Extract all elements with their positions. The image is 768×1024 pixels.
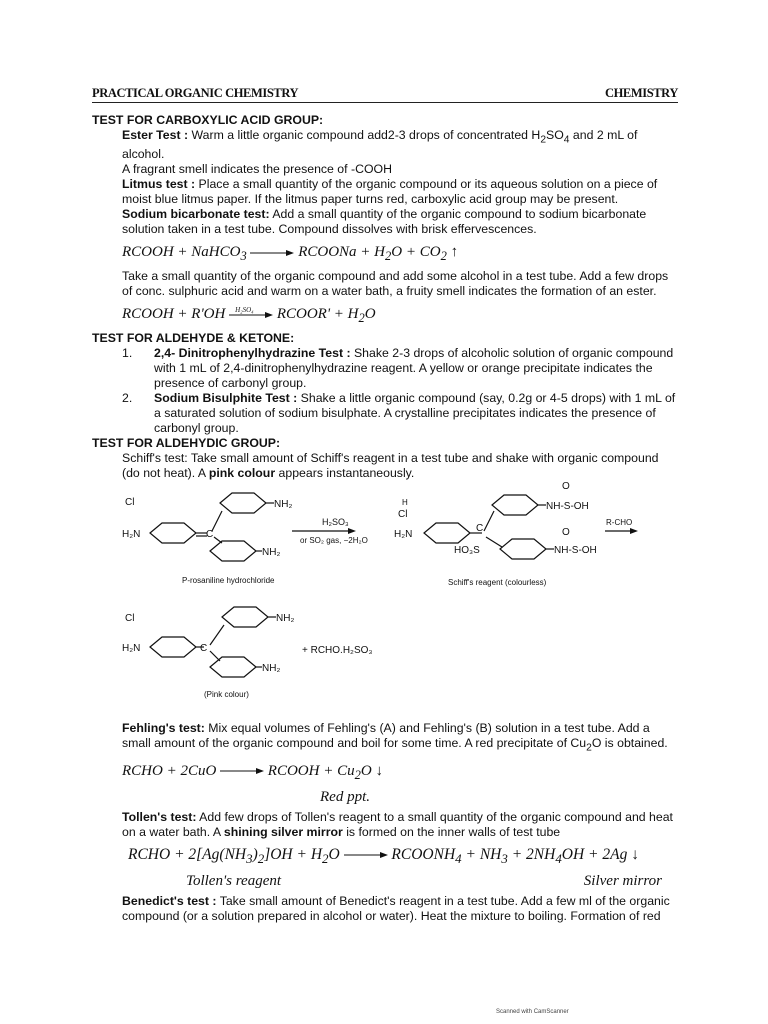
tollen-label: Tollen's test:	[122, 809, 197, 824]
ester-sub: 2	[540, 134, 547, 146]
reaction-arrow	[250, 248, 294, 258]
equation-bicarbonate	[122, 243, 678, 265]
rcho-label: R-CHO	[606, 518, 633, 528]
section-aldketone-title: TEST FOR ALDEHYDE & KETONE:	[92, 331, 295, 346]
bicarbonate-label: Sodium bicarbonate test:	[122, 207, 270, 222]
eq1-rhs-2: O + CO	[391, 244, 441, 261]
schiff-text: Schiff's test: Take small amount of Schiff's reagent in a test tube and shake with organic compound (do not heat). A	[122, 451, 659, 481]
nh2-label: NH₂	[276, 613, 295, 625]
hn-so-oh-top: NH-S-OH	[546, 501, 589, 513]
eq2-rhs-sub: 2	[358, 311, 365, 326]
litmus-test	[122, 177, 678, 207]
schiff-reaction-diagram	[92, 481, 678, 721]
ho3s-label: HO₃S	[454, 545, 480, 557]
so2-label: or SO₂ gas, −2H₂O	[300, 536, 368, 546]
tollen-eq-lhs-3: ]OH + H	[264, 845, 323, 863]
precipitate-down-arrow-icon: ↓	[631, 845, 639, 863]
item-number: 2.	[122, 391, 133, 406]
tollen-paragraph	[122, 810, 678, 840]
fehling-sub: 2	[586, 742, 592, 754]
nh2-label: NH₂	[262, 663, 281, 675]
c-label: C	[206, 529, 214, 541]
bicarbonate-text: Add a small quantity of the organic compound to sodium bicarbonate solution taken in a test tube. Compound dissolves with brisk effervescences.	[122, 207, 647, 237]
rosaniline-caption: P-rosaniline hydrochloride	[182, 576, 275, 586]
oxygen-label: O	[562, 527, 570, 539]
tollen-bold: shining silver mirror	[223, 824, 343, 839]
ester-paragraph: Take a small quantity of the organic compound and add some alcohol in a test tube. Add a few drops of conc. sulphuric acid and warm on a water bath, a fruity smell indicates the formation of an ester.	[122, 269, 669, 299]
reaction-arrow	[229, 306, 273, 320]
schiff-bold: pink colour	[208, 466, 276, 481]
nh2-label: NH₂	[262, 547, 281, 559]
oxygen-label: O	[562, 481, 570, 493]
equation-fehling	[122, 762, 678, 784]
header-left: PRACTICAL ORGANIC CHEMISTRY	[92, 86, 299, 100]
ester-so: SO	[546, 128, 564, 142]
item-text	[154, 346, 678, 391]
equation-esterification	[122, 305, 678, 327]
document-page	[92, 86, 678, 924]
tollen-eq-rhs: RCOONH	[391, 845, 456, 863]
arrow-head	[348, 528, 356, 534]
benedict-test	[92, 894, 678, 924]
fehling-eq-lhs: RCHO + 2CuO	[122, 762, 217, 779]
eq2-rhs-2: O	[364, 306, 376, 323]
h2n-label: H₂N	[394, 529, 413, 541]
h2n-label: H₂N	[122, 643, 141, 655]
eq2-lhs: RCOOH + R'OH	[122, 306, 226, 323]
precipitate-down-arrow-icon: ↓	[375, 762, 383, 779]
item-body: Shake 2-3 drops of alcoholic solution of organic compound with 1 mL of 2,4-dinitrophenylhydrazine reagent. A yellow or orange precipitate indicates the presence of carbonyl group.	[154, 346, 674, 391]
pink-caption: (Pink colour)	[204, 690, 249, 700]
schiff-caption: Schiff's reagent (colourless)	[448, 578, 547, 588]
tollen-sub: 2	[257, 851, 265, 866]
header-right: CHEMISTRY	[604, 86, 678, 100]
red-ppt-label: Red ppt.	[320, 788, 370, 805]
reaction-arrow	[220, 766, 264, 776]
tollen-text-2: is formed on the inner walls of test tube	[342, 824, 561, 839]
reaction-arrow	[344, 850, 388, 860]
tollen-reagent-label: Tollen's reagent	[186, 873, 282, 889]
arrow-head	[630, 528, 638, 534]
ester-label: Ester Test :	[122, 128, 189, 142]
cl-label: Cl	[398, 509, 408, 521]
tollen-sub: 3	[246, 851, 253, 866]
list-item	[122, 346, 678, 391]
ester-test	[122, 128, 678, 162]
tollen-sub: 2	[322, 851, 329, 866]
fehling-eq-rhs-2: O	[360, 762, 372, 779]
schiff-paragraph	[122, 451, 678, 481]
arrow-label: H₂SO₄	[235, 306, 254, 315]
tollen-sub: 4	[555, 851, 562, 866]
eq2-rhs: RCOOR' + H	[276, 306, 359, 323]
benedict-text: Take small amount of Benedict's reagent in a test tube. Add a few ml of the organic compound (or a solution prepared in alcohol or water). Heat the mixture to boiling. Formation of red	[122, 894, 670, 923]
cl-label: Cl	[125, 613, 135, 625]
eq1-lhs-sub: 3	[240, 249, 247, 264]
plus-rcho-label: + RCHO.H₂SO₃	[302, 645, 373, 657]
fehling-eq-sub: 2	[354, 767, 361, 782]
benedict-paragraph	[122, 894, 678, 924]
fehling-label: Fehling's test:	[122, 721, 205, 736]
list-item	[122, 391, 678, 436]
fehling-text: Mix equal volumes of Fehling's (A) and Fehling's (B) solution in a test tube. Add a small amount of the organic compound and boil for some time. A red precipitate of Cu	[122, 721, 650, 751]
bicarbonate-test	[122, 207, 678, 237]
ester-line-2: A fragrant smell indicates the presence of -COOH	[122, 162, 392, 177]
tollen-text: Add few drops of Tollen's reagent to a small quantity of the organic compound and heat on a water bath. A	[122, 809, 673, 839]
fehling-paragraph	[122, 721, 678, 755]
eq1-rhs-sub-2: 2	[440, 249, 447, 264]
silver-mirror-label: Silver mirror	[583, 873, 662, 889]
item-label: Sodium Bisulphite Test :	[154, 391, 298, 406]
aldketone-list	[92, 346, 678, 436]
item-text	[154, 391, 678, 436]
nh2-label: NH₂	[274, 499, 293, 511]
section-carboxylic-title: TEST FOR CARBOXYLIC ACID GROUP:	[92, 113, 324, 127]
fehling-test	[92, 721, 678, 755]
page-header	[92, 86, 678, 103]
fehling-text-2: O is obtained.	[591, 736, 668, 751]
h-label: H	[402, 498, 408, 508]
item-number: 1.	[122, 346, 133, 361]
tollen-sub: 3	[501, 851, 508, 866]
hn-so-oh-bottom: NH-S-OH	[554, 545, 597, 557]
tollen-sub: 4	[455, 851, 462, 866]
ester-formation-para	[92, 269, 678, 299]
equation-tollen	[128, 846, 678, 868]
c-label: C	[476, 523, 484, 535]
tollen-eq-lhs-2: )	[252, 845, 258, 863]
benedict-label: Benedict's test :	[122, 894, 217, 908]
eq1-rhs: RCOONa + H	[298, 244, 386, 261]
tollen-eq-lhs-4: O	[328, 845, 340, 863]
litmus-text: Place a small quantity of the organic compound or its aqueous solution on a piece of moist blue litmus paper. If the litmus paper turns red, carboxylic acid group may be present.	[122, 177, 658, 207]
schiff-text-2: appears instantaneously.	[275, 466, 415, 481]
eq1-rhs-sub: 2	[385, 249, 392, 264]
litmus-label: Litmus test :	[122, 177, 196, 192]
tollen-eq-rhs-3: + 2NH	[507, 845, 556, 863]
h2so3-label: H₂SO₃	[322, 517, 349, 528]
schiff-test	[92, 451, 678, 481]
tollen-test	[92, 810, 678, 840]
carboxylic-tests	[92, 128, 678, 237]
gas-up-arrow-icon: ↑	[450, 244, 459, 261]
ester-text: Warm a little organic compound add2-3 drops of concentrated H	[188, 128, 541, 142]
scanner-footer: Scanned with CamScanner	[496, 1009, 569, 1015]
item-label: 2,4- Dinitrophenylhydrazine Test :	[154, 346, 351, 361]
item-body: Shake a little organic compound (say, 0.2g or 4-5 drops) with 1 mL of a saturated solution of sodium bisulphate. A crystalline precipitates indicates the presence of carbonyl group.	[154, 391, 676, 436]
tollen-eq-lhs: RCHO + 2[Ag(NH	[128, 845, 247, 863]
h2n-label: H₂N	[122, 529, 141, 541]
tollen-eq-rhs-4: OH + 2Ag	[561, 845, 628, 863]
tollen-eq-rhs-2: + NH	[461, 845, 502, 863]
eq1-lhs: RCOOH + NaHCO	[122, 244, 241, 261]
tollen-labels	[186, 872, 662, 890]
cl-label: Cl	[125, 497, 135, 509]
section-aldehydic-title: TEST FOR ALDEHYDIC GROUP:	[92, 436, 281, 451]
fehling-eq-rhs: RCOOH + Cu	[267, 762, 355, 779]
c-label: C	[200, 643, 208, 655]
ester-text-2: and 2 mL of alcohol.	[122, 128, 638, 162]
ester-sub4: 4	[563, 134, 570, 146]
